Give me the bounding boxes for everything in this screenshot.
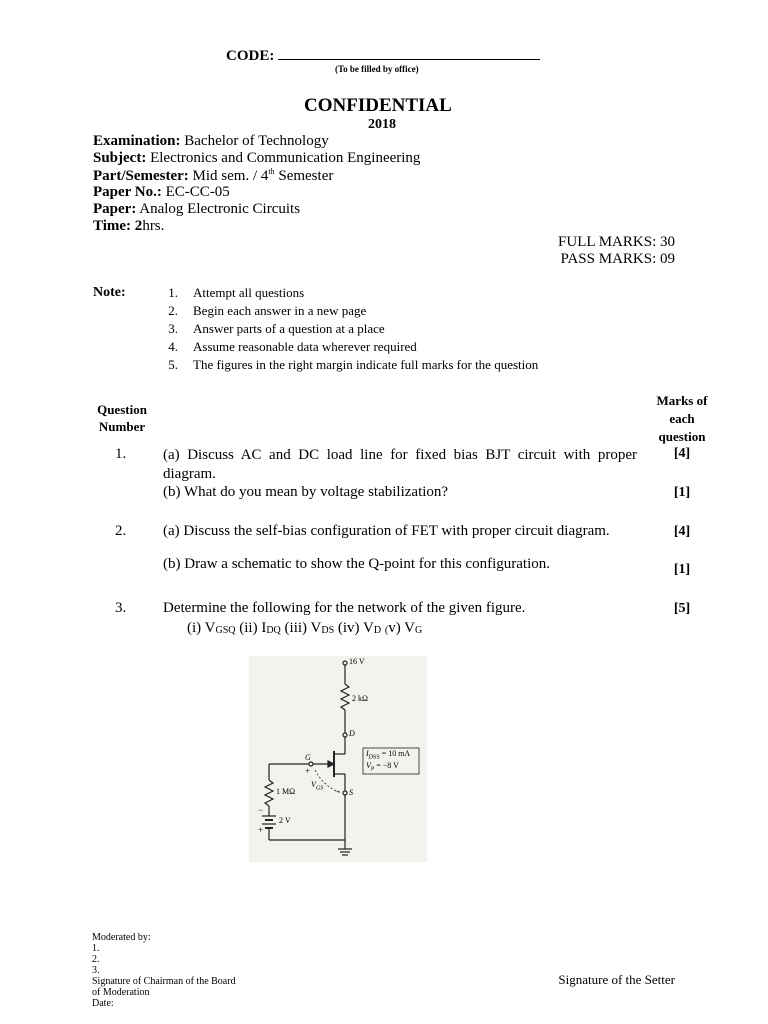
moderated-by-label: Moderated by: [92,932,151,943]
note-item-text: Answer parts of a question at a place [193,321,385,336]
rd-resistor [341,684,349,710]
rd-label: 2 kΩ [352,694,368,703]
note-item-text: Begin each answer in a new page [193,303,367,318]
marks-header-line3: question [658,429,706,444]
note-item-text: The figures in the right margin indicate full marks for the question [193,357,539,372]
full-marks: FULL MARKS: 30 [558,234,675,250]
question-1b-marks: [1] [673,485,691,500]
rg-resistor [265,780,273,806]
question-1b-text: (b) What do you mean by voltage stabilization? [163,484,449,500]
moderator-3: 3. [92,965,100,976]
paper-label: Paper: [93,201,137,217]
question-3-number: 3. [115,600,127,616]
question-header-line2: Number [98,419,146,434]
q3-part-3: (iii) V [280,620,322,636]
note-item-text: Attempt all questions [193,285,305,300]
paper-row [93,201,300,218]
vdd-terminal [343,661,347,665]
code-row [226,45,540,65]
note-item-number: 4. [168,339,178,354]
examination-row [93,133,329,150]
vdd-label: 16 V [349,657,365,666]
idss-sub: DSS [368,754,380,761]
paper-no-value: EC-CC-05 [165,184,230,200]
q3-part-6-sub: G [415,625,423,636]
part-sup: th [268,167,275,176]
question-3-text: Determine the following for the network of the given figure. [163,600,526,616]
drain-label: D [349,729,355,738]
q3-part-4-sub: D [373,625,382,636]
idss-text: I [366,749,369,758]
battery-plus: + [258,825,264,835]
question-2-number: 2. [115,523,127,539]
q3-part-1-sub: GSQ [215,625,236,636]
vgs-minus: − [335,786,341,796]
source-terminal [343,791,347,795]
time-row [93,218,164,235]
note-item-number: 1. [168,285,178,300]
battery-label: 2 V [279,816,291,825]
question-2a-marks: [4] [673,524,691,539]
q3-part-1: (i) V [187,620,216,636]
vp-text: V [366,761,371,770]
pass-marks: PASS MARKS: 09 [560,251,675,267]
chairman-signature-line2: of Moderation [92,987,150,998]
vgs-plus: + [305,766,311,776]
page-title: CONFIDENTIAL [304,95,452,116]
circuit-figure [249,656,427,862]
vp-value: = −8 V [374,761,399,770]
question-header-line1: Question [97,402,147,417]
drain-terminal [343,733,347,737]
code-blank-line [278,45,540,60]
question-2a-text: (a) Discuss the self-bias configuration of FET with proper circuit diagram. [163,523,610,539]
subject-label: Subject: [93,150,147,166]
subject-value: Electronics and Communication Engineering [150,150,421,166]
examination-label: Examination: [93,133,181,149]
paper-value: Analog Electronic Circuits [139,201,301,217]
moderation-block [92,932,236,1009]
note-label: Note: [93,285,126,300]
exam-year: 2018 [368,117,396,132]
note-item-number: 3. [168,321,178,336]
battery-minus: − [258,805,264,815]
code-label: CODE: [226,48,275,64]
part-value: Mid sem. / 4 [192,168,269,184]
question-2b-marks: [1] [673,562,691,577]
q3-part-4: (iv) V [334,620,374,636]
source-label: S [349,788,353,797]
question-1a-marks: [4] [673,446,691,461]
paper-no-label: Paper No.: [93,184,162,200]
question-2b-text: (b) Draw a schematic to show the Q-point for this configuration. [163,556,550,572]
moderator-1: 1. [92,943,100,954]
setter-signature: Signature of the Setter [558,972,675,987]
marks-header [647,392,717,446]
subject-row [93,150,420,167]
q3-part-2-sub: DQ [266,625,281,636]
q3-part-5-sub: ( [384,625,389,636]
examination-value: Bachelor of Technology [184,133,329,149]
time-label: Time: 2 [93,218,143,234]
note-item-number: 5. [168,357,178,372]
gate-label: G [305,753,311,762]
question-number-header [93,401,151,435]
rg-label: 1 MΩ [276,787,296,796]
code-note: (To be filled by office) [335,64,419,74]
q3-part-2: (ii) I [235,620,267,636]
chairman-signature-line1: Signature of Chairman of the Board [92,976,236,987]
part-row [93,167,333,185]
q3-part-5: v) V [388,620,416,636]
vgs-text: V [311,780,316,789]
paper-no-row [93,184,230,201]
part-label: Part/Semester: [93,168,189,184]
note-item-number: 2. [168,303,178,318]
question-1-number: 1. [115,446,127,462]
question-1a-text: (a) Discuss AC and DC load line for fixed bias BJT circuit with proper diagram. [163,447,637,482]
marks-header-line2: each [669,411,695,426]
vgs-sub: GS [315,785,324,792]
question-3-parts [187,620,422,637]
time-value: hrs. [142,218,165,234]
vgs-label [311,780,323,792]
note-item-text: Assume reasonable data wherever required [193,339,417,354]
part-post: Semester [274,168,334,184]
question-3-marks: [5] [673,601,691,616]
q3-part-3-sub: DS [321,625,335,636]
vp-label [366,761,399,773]
idss-label [366,749,410,761]
vp-sub: P [370,766,375,773]
idss-value: = 10 mA [379,749,411,758]
marks-header-line1: Marks of [656,393,708,408]
moderator-2: 2. [92,954,100,965]
date-label: Date: [92,998,114,1009]
